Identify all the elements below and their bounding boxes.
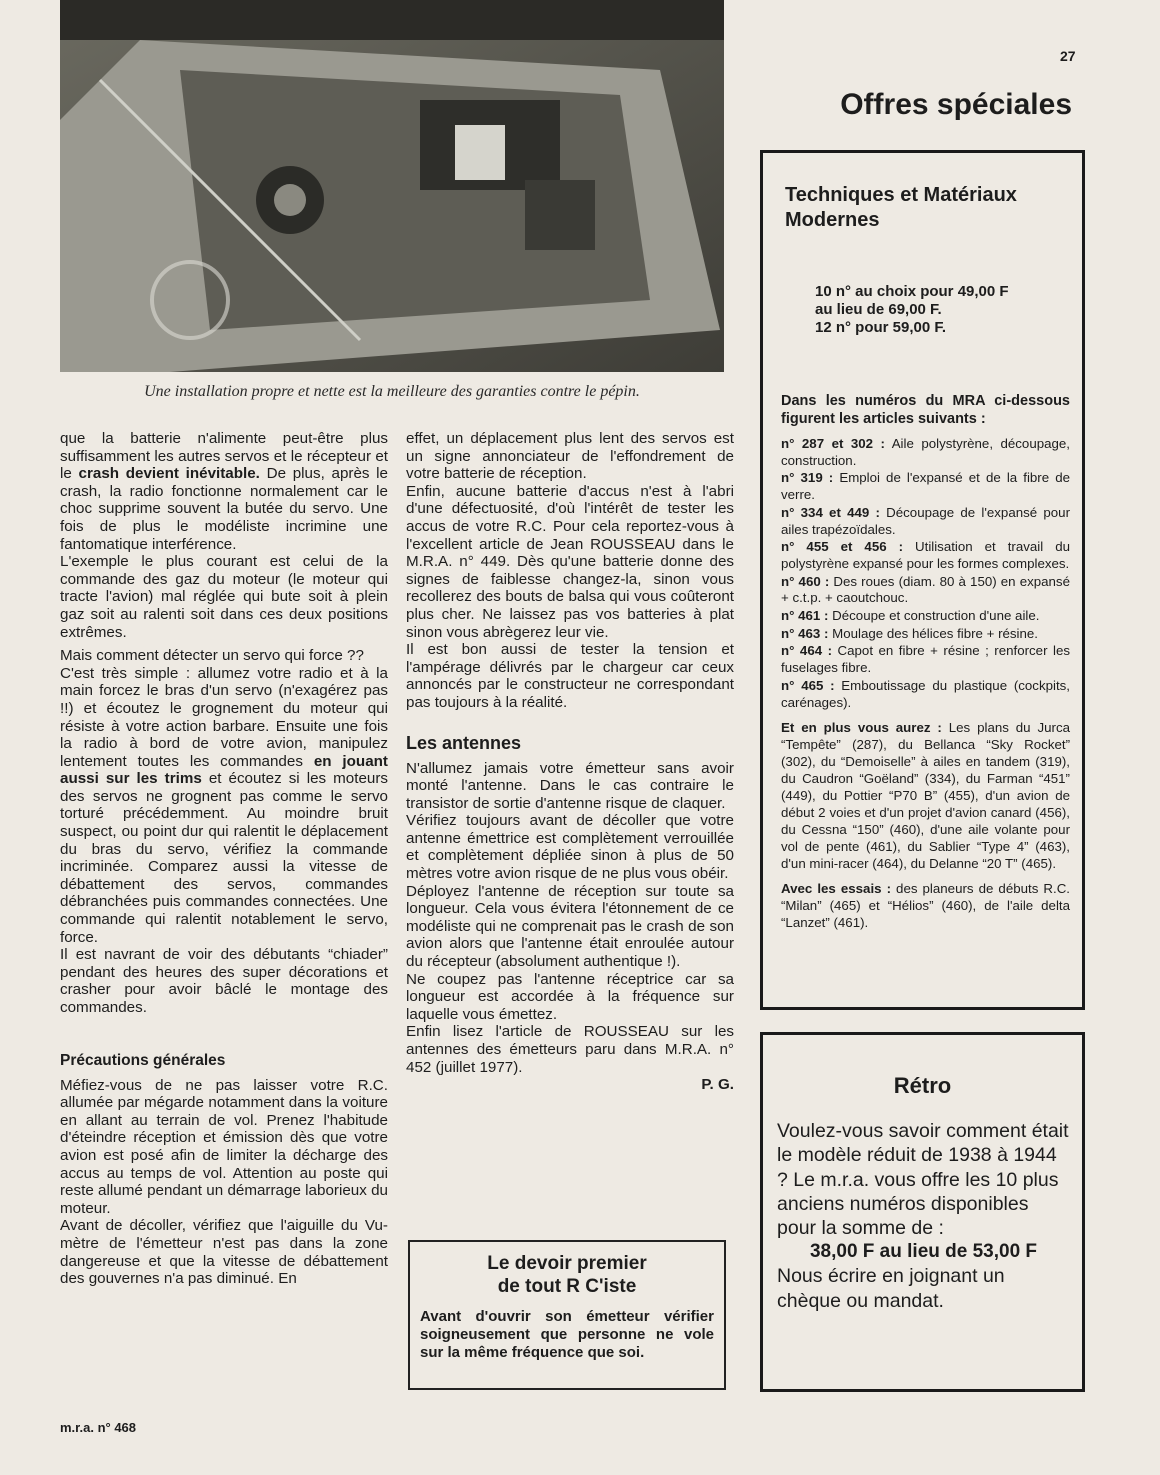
paragraph: N'allumez jamais votre émetteur sans avoir monté l'antenne. Dans le cas contraire le transistor de sortie d'antenne risque de claquer. [406,759,734,812]
retro-title: Rétro [893,1073,952,1098]
devoir-title-line2: de tout R C'iste [497,1276,637,1297]
paragraph: Il est navrant de voir des débutants “chiader” pendant des heures des super décorations et crasher pour avoir bâclé le montage des commandes. [60,946,388,1016]
paragraph: Avant de décoller, vérifiez que l'aiguille du Vu-mètre de l'émetteur n'est pas dans la zone dangereuse et que la vitesse de débattement des gouvernes n'a pas diminué. En [60,1217,388,1288]
list-item: n° 455 et 456 : Utilisation et travail du polystyrène expansé pour les formes complexes. [781,539,1070,571]
article-column-left [60,430,388,1288]
section-heading: Les antennes [406,732,522,753]
paragraph: Mais comment détecter un servo qui force ?? [60,647,364,665]
retro-price: 38,00 F au lieu de 53,00 F [809,1241,1038,1263]
photo-illustration [60,0,724,372]
list-item: n° 461 : Découpe et construction d'une aile. [781,608,1040,624]
list-item: n° 464 : Capot en fibre + résine ; renforcer les fuselages fibre. [781,643,1070,676]
offres-intro: Dans les numéros du MRA ci-dessous figurent les articles suivants : [781,393,1070,427]
paragraph: Méfiez-vous de ne pas laisser votre R.C. allumée par mégarde notamment dans la voiture en allant au terrain de vol. Prenez l'habitude d'éteindre réception et émission dès que votre avion est posé afin de limiter la décharge des accus au temps de vol. Attention au poste qui reste allumé pendant un démarrage laborieux du moteur. [60,1076,388,1217]
offres-extra: Et en plus vous aurez : Les plans du Jurca “Tempête” (287), du Bellanca “Sky Rocket” (302), du “Demoiselle” à ailes en tandem (319), du Caudron “Goëland” (334), du Farman “451” (449), du Pottier “P70 B” (455), d'un avion de début 2 voies et d'un projet d'avion canard (456), du Cessna “150” (460), d'une aile volante pour vol de pente (461), du Sablier “Type 4” (463), d'un mini-racer (464), du Delanne “20 T” (465). [781,720,1070,872]
paragraph: Enfin lisez l'article de ROUSSEAU sur les antennes des émetteurs paru dans M.R.A. n° 452 (juillet 1977). [406,1023,734,1076]
list-item: n° 463 : Moulage des hélices fibre + résine. [781,625,1038,641]
retro-text [777,1119,1070,1313]
list-item: n° 334 et 449 : Découpage de l'expansé pour ailes trapézoïdales. [781,504,1070,537]
paragraph: que la batterie n'alimente peut-être plus suffisamment les autres servos et le récepteur et le crash devient inévitable. De plus, après le crash, la radio fonctionne normalement car le choc supprime souvent la butée du servo. Une fois de plus le modéliste incrimine une fantomatique interférence. [60,430,389,553]
offres-box-title: Techniques et Matériaux Modernes [785,184,1017,231]
footer-issue: m.r.a. n° 468 [60,1420,137,1435]
offres-prices [815,283,1070,337]
list-item: n° 287 et 302 : Aile polystyrène, découpage, construction. [781,436,1070,468]
devoir-box [408,1240,726,1390]
photo-caption: Une installation propre et nette est la meilleure des garanties contre le pépin. [144,383,640,400]
retro-box [760,1032,1085,1392]
offres-essais: Avec les essais : des planeurs de débuts R.C. “Milan” (465) et “Hélios” (460), de l'aile delta “Lanzet” (461). [781,881,1070,931]
retro-text-outro: Nous écrire en joignant un chèque ou mandat. [777,1265,1005,1312]
retro-text-intro: Voulez-vous savoir comment était le modèle réduit de 1938 à 1944 ? Le m.r.a. vous offre les 10 plus anciens numéros disponibles pour la somme de : [777,1120,1069,1240]
author-signature: P. G. [701,1076,734,1094]
offres-box [760,150,1085,1010]
list-item: n° 465 : Emboutissage du plastique (cockpits, carénages). [781,677,1070,710]
devoir-body: Avant d'ouvrir son émetteur vérifier soigneusement que personne ne vole sur la même fréquence que soi. [420,1308,714,1361]
list-item: n° 319 : Emploi de l'expansé et de la fibre de verre. [781,470,1070,503]
article-photo [60,0,724,372]
paragraph: Enfin, aucune batterie d'accus n'est à l'abri d'une défectuosité, d'où l'intérêt de tester les accus de votre R.C. Pour cela reportez-vous à l'excellent article de Jean ROUSSEAU dans le M.R.A. n° 449. Dès qu'une batterie donne des signes de faiblesse changez-la, sinon vous recollerez des bouts de balsa qui vous coûteront plus cher. Ne laissez pas vos batteries à plat sinon vous abrègerez leur vie. [406,482,734,641]
list-item: n° 460 : Des roues (diam. 80 à 150) en expansé + c.t.p. + caoutchouc. [781,573,1070,606]
paragraph: Vérifiez toujours avant de décoller que votre antenne émettrice est complètement verrouillée et complètement dépliée sinon à plus de 50 mètres votre avion risque de ne plus vous obéir. [406,812,734,883]
paragraph: Il est bon aussi de tester la tension et l'ampérage délivrés par le chargeur car ceux annoncés par le constructeur ne correspondant pas toujours à la réalité. [406,641,734,711]
section-heading: Précautions générales [60,1051,226,1069]
devoir-title-line1: Le devoir premier [487,1253,647,1274]
price-line: 12 n° pour 59,00 F. [815,319,947,336]
offres-title: Offres spéciales [840,88,1072,121]
paragraph: Ne coupez pas l'antenne réceptrice car sa longueur est accordée à la fréquence sur laquelle vous émettez. [406,970,734,1023]
paragraph: Déployez l'antenne de réception sur toute sa longueur. Cela vous évitera l'étonnement de ce modéliste qui ne comprenait pas le crash de son avion alors que l'antenne était enroulée autour du récepteur (absolument authentique !). [406,882,734,971]
paragraph: C'est très simple : allumez votre radio et à la main forcez le bras d'un servo (n'exagérez pas !!) et écoutez le grognement du moteur qui résiste à votre action barbare. Ensuite une fois la radio à bord de votre avion, manipulez lentement toutes les commandes en jouant aussi sur les trims et écoutez si les moteurs des servos ne grognent pas comme le servo torturé précédemment. Au moindre bruit suspect, ou point dur qui ralentit le déplacement du bras du servo, vérifiez la commande incriminée. Comparez aussi la vitesse de débattement des servos, commandes débranchées puis commandes connectées. Une commande qui ralentit notablement le servo, force. [60,664,389,946]
price-line: au lieu de 69,00 F. [815,301,942,318]
article-column-middle [406,430,734,1094]
page-number: 27 [1060,48,1076,64]
price-line: 10 n° au choix pour 49,00 F [815,283,1009,300]
issue-list [781,436,1070,711]
paragraph: effet, un déplacement plus lent des servos est un signe annonciateur de l'effondrement de votre batterie de réception. [406,430,734,483]
paragraph: L'exemple le plus courant est celui de la commande des gaz du moteur (le moteur qui tracte l'avion) mal réglée qui bute soit à plein gaz soit au ralenti soit dans ces deux positions extrêmes. [60,553,388,641]
